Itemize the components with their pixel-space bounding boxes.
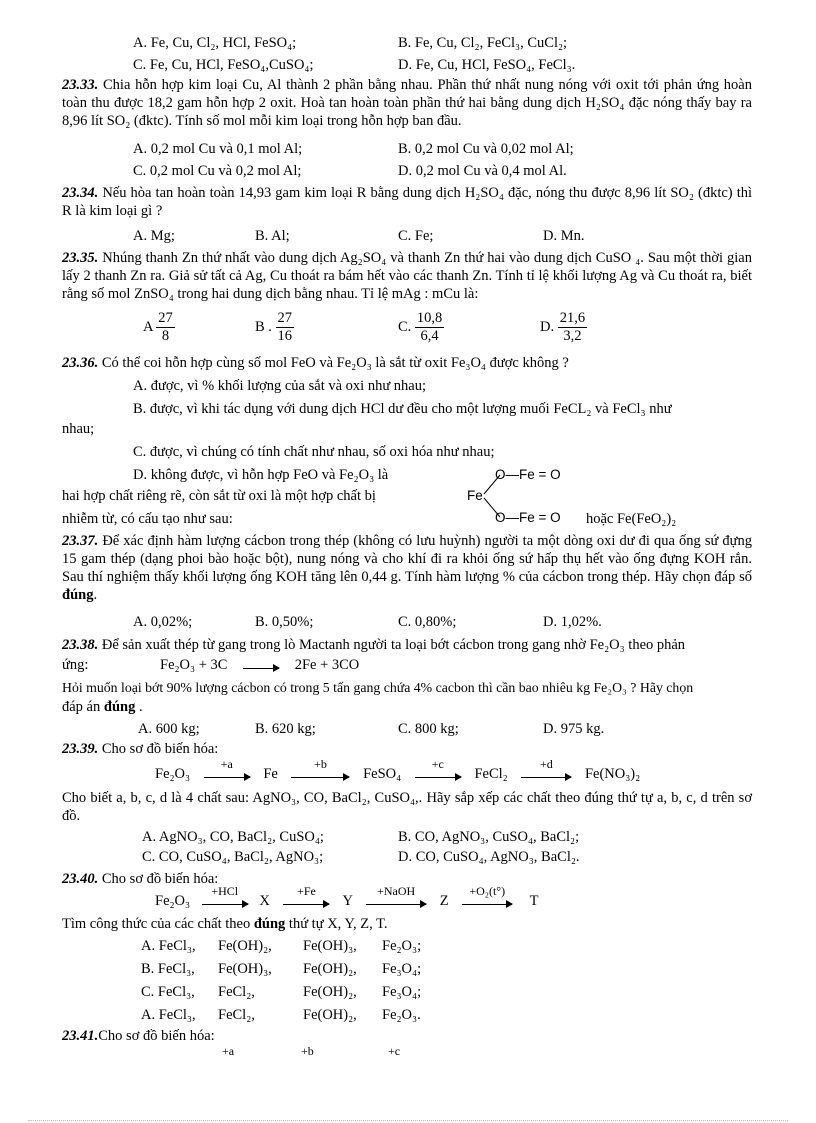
q40-arrow-4 [462,884,512,905]
q40-s3: Z [439,893,449,909]
q41-label-b: +b [301,1044,314,1058]
q36-option-b: B. được, vì khi tác dụng với dung dịch HCl dư đều cho một lượng muối FeCL₂ và FeCl₃ như [133,401,672,417]
q41-number: 23.41. [62,1028,99,1044]
q39-scheme [155,757,641,783]
q38-stem [62,636,752,654]
q38-text: Để sản xuất thép từ gang trong lò Mactanh người ta loại bớt cácbon trong gang nhờ Fe₂O₃ theo phản [101,637,686,653]
fe3o4-structure-top: O—Fe = O [495,467,561,482]
q34-option-a: A. Mg; [133,228,175,244]
q40-r3-c2: FeCl₂, [218,984,255,1000]
q39-arrow-3 [415,757,461,778]
q35-option-c [398,310,444,345]
q34-number: 23.34. [62,185,99,201]
q39-arrow-4 [521,757,571,778]
q32-option-b: B. Fe, Cu, Cl₂, FeCl₃, CuCl₂; [398,35,568,51]
q36-number: 23.36. [62,355,99,371]
q35-option-b [255,310,294,345]
q38-text3: đáp án [62,699,101,715]
q38-products: 2Fe + 3CO [294,657,360,673]
q37-emphasis: đúng [62,587,94,603]
q39-s1: Fe [263,766,278,782]
q40-instruction [62,915,387,933]
q40-arrow-1-label: +HCl [211,884,239,898]
q35-stem [62,249,752,303]
q40-r2-c3: Fe(OH)₂, [303,961,357,977]
q40-text2a: Tìm công thức của các chất theo [62,916,251,932]
q35-a-numerator: 27 [158,310,173,326]
q36-option-a: A. được, vì % khối lượng của sắt và oxi như nhau; [133,378,427,394]
q40-r2-c1: B. FeCl₃, [141,961,195,977]
q32-option-a: A. Fe, Cu, Cl₂, HCl, FeSO₄; [133,35,297,51]
q39-option-a: A. AgNO₃, CO, BaCl₂, CuSO₄; [142,829,324,845]
q40-r4-c1: A. FeCl₃, [141,1007,196,1023]
q40-r3-c1: C. FeCl₃, [141,984,195,1000]
q40-emphasis: đúng [253,916,286,932]
q40-arrow-2 [283,884,329,905]
q39-arrow-4-label: +d [539,757,553,771]
q40-arrow-3-label: +NaOH [377,884,416,898]
q39-arrow-2 [291,757,349,778]
q38-line2: ứng: [62,657,89,673]
q35-a-denominator: 8 [161,328,170,344]
q36-stem [62,354,569,372]
q38-reactants: Fe₂O₃ + 3C [160,657,228,673]
q37-option-c: C. 0,80%; [398,614,457,630]
q41-label-a: +a [222,1044,235,1058]
q36-text: Có thể coi hỗn hợp cùng số mol FeO và Fe₂O₃ là sắt từ oxit Fe₃O₄ được không ? [101,355,569,371]
q34-option-c: C. Fe; [398,228,434,244]
q33-number: 23.33. [62,77,99,93]
q40-r1-c3: Fe(OH)₃, [303,938,357,954]
fe3o4-alternative-formula: hoặc Fe(FeO₂)₂ [586,511,677,527]
q38-option-b: B. 620 kg; [255,721,316,737]
page-footer-rule [28,1120,788,1121]
q38-emphasis: đúng [103,699,136,715]
q41-label-c: +c [388,1044,401,1058]
q34-text: Nếu hòa tan hoàn toàn 14,93 gam kim loại R bằng dung dịch H₂SO₄ đặc, nóng thu được 8,96 lít SO₂ (đktc) thì R là kim loại gì ? [62,185,753,219]
q33-option-b: B. 0,2 mol Cu và 0,02 mol Al; [398,141,574,157]
q35-option-a [143,310,175,345]
q36-option-c: C. được, vì chúng có tính chất như nhau, số oxi hóa như nhau; [133,444,495,460]
q35-b-label: B . [255,318,272,335]
q35-c-label: C. [398,318,412,335]
q36-option-b-cont: nhau; [62,421,95,437]
q36-option-d-line2: hai hợp chất riêng rẽ, còn sắt từ oxi là một hợp chất bị [62,488,376,504]
q40-r4-c2: FeCl₂, [218,1007,255,1023]
q41-stem [62,1027,215,1045]
q40-r3-c4: Fe₃O₄; [382,984,422,1000]
q38-option-d: D. 975 kg. [543,721,605,737]
q39-text2: Cho biết a, b, c, d là 4 chất sau: AgNO₃, CO, BaCl₂, CuSO₄,. Hãy sắp xếp các chất theo đúng thứ tự a, b, c, d trên sơ đồ. [62,790,752,824]
q34-option-d: D. Mn. [543,228,585,244]
q40-r1-c1: A. FeCl₃, [141,938,196,954]
q40-s1: X [259,893,270,909]
q40-arrow-3 [366,884,426,905]
q33-text: Chia hỗn hợp kim loại Cu, Al thành 2 phần bằng nhau. Phần thứ nhất nung nóng với oxit tới phản ứng hoàn toàn thu được 18,2 gam hỗn hợp 2 oxit. Hoà tan hoàn toàn phần thứ hai bằng dung dịch H₂SO₄ đặc nóng thấy bay ra 8,96 lít SO₂ (đktc). Tính số mol mỗi kim loại trong hỗn hợp ban đầu. [62,77,752,129]
q40-text: Cho sơ đồ biến hóa: [101,871,219,887]
q35-c-fraction [415,310,444,345]
q37-option-d: D. 1,02%. [543,614,602,630]
q33-option-c: C. 0,2 mol Cu và 0,2 mol Al; [133,163,302,179]
q40-s4: T [529,893,539,909]
q39-text: Cho sơ đồ biến hóa: [101,741,219,757]
q39-arrow-1 [204,757,250,778]
q39-option-c: C. CO, CuSO₄, BaCl₂, AgNO₃; [142,849,324,865]
q35-d-numerator: 21,6 [559,310,586,326]
q40-r2-c4: Fe₃O₄; [382,961,422,977]
q34-stem [62,184,752,220]
q35-number: 23.35. [62,250,99,266]
q40-s2: Y [342,893,353,909]
q35-d-fraction [558,310,587,345]
q37-text: Để xác định hàm lượng cácbon trong thép (không có lưu huỳnh) người ta một dòng oxi dư đi qua ống sứ đựng 15 gam thép (dạng phoi bào hoặc bột), nung nóng và cho khí đi ra khỏi ống sứ hấp thụ hết vào ống đựng KOH rắn. Sau thí nghiệm thấy khối lượng ống KOH tăng lên 0,44 g. Tính hàm lượng % của cácbon trong thép. Hãy chọn đáp số [62,533,753,585]
q40-r4-c3: Fe(OH)₂, [303,1007,357,1023]
q37-option-a: A. 0,02%; [133,614,193,630]
q40-arrow-4-label: +O₂(t°) [469,884,506,898]
q38-option-c: C. 800 kg; [398,721,459,737]
q33-stem [62,76,752,130]
q36-option-d: D. không được, vì hỗn hợp FeO và Fe₂O₃ là [133,467,389,483]
q39-option-b: B. CO, AgNO₃, CuSO₄, BaCl₂; [398,829,580,845]
q37-end: . [93,587,98,603]
q39-s3: FeCl₂ [474,766,508,782]
fe3o4-structure-bottom: O—Fe = O [495,510,561,525]
q40-r4-c4: Fe₂O₃. [382,1007,421,1023]
q32-option-c: C. Fe, Cu, HCl, FeSO₄,CuSO₄; [133,57,314,73]
q39-s4: Fe(NO₃)₂ [584,766,641,782]
q41-text: Cho sơ đồ biến hóa: [98,1028,215,1044]
q40-arrow-2-label: +Fe [297,884,316,898]
q32-option-d: D. Fe, Cu, HCl, FeSO₄, FeCl₃. [398,57,576,73]
q35-a-label: A [143,318,153,335]
q38-question: Hỏi muốn loại bớt 90% lượng cácbon có trong 5 tấn gang chứa 4% cacbon thì cần bao nhiêu kg Fe₂O₃ ? Hãy chọn [62,680,694,695]
q35-d-label: D. [540,318,555,335]
q40-stem [62,870,218,888]
q33-option-d: D. 0,2 mol Cu và 0,4 mol Al. [398,163,567,179]
q40-text2b: thứ tự X, Y, Z, T. [288,916,388,932]
q40-r1-c4: Fe₂O₃; [382,938,422,954]
q39-arrow-3-label: +c [431,757,444,771]
q38-question-end [62,698,143,716]
q39-s0: Fe₂O₃ [155,766,191,782]
q38-number: 23.38. [62,637,99,653]
q40-arrow-1 [202,884,248,905]
q35-option-d [540,310,587,345]
q39-option-d: D. CO, CuSO₄, AgNO₃, BaCl₂. [398,849,580,865]
q39-stem [62,740,218,758]
q34-option-b: B. Al; [255,228,290,244]
q35-d-denominator: 3,2 [563,328,582,344]
q37-number: 23.37. [62,533,99,549]
q35-c-numerator: 10,8 [416,310,443,326]
q33-option-a: A. 0,2 mol Cu và 0,1 mol Al; [133,141,303,157]
q35-b-fraction [276,310,295,345]
q39-s2: FeSO₄ [363,766,402,782]
q35-b-numerator: 27 [277,310,293,326]
q40-scheme [155,884,539,910]
q35-c-denominator: 6,4 [420,328,439,344]
q40-number: 23.40. [62,871,99,887]
reaction-arrow [243,659,279,669]
q38-option-a: A. 600 kg; [138,721,200,737]
q38-reaction [160,656,359,674]
q35-a-fraction [156,310,175,345]
q39-arrow-1-label: +a [220,757,233,771]
q37-stem [62,532,752,604]
q40-r3-c3: Fe(OH)₂, [303,984,357,1000]
q36-option-d-line3: nhiễm từ, có cấu tạo như sau: [62,511,233,527]
q35-b-denominator: 16 [277,328,293,344]
q35-text: Nhúng thanh Zn thứ nhất vào dung dịch Ag₂SO₄ và thanh Zn thứ hai vào dung dịch CuSO ₄. Sau một thời gian lấy 2 thanh Zn ra. Giả sử tất cả Ag, Cu thoát ra bám hết vào các thanh Zn. Tính tỉ lệ khối lượng Ag và Cu thoát ra, biết rằng số mol ZnSO₄ trong hai dung dịch bằng nhau. Tỉ lệ mAg : mCu là: [62,250,752,302]
q38-end: . [138,699,143,715]
q40-r1-c2: Fe(OH)₂, [218,938,272,954]
fe3o4-structure-fe: Fe [467,488,483,503]
q40-s0: Fe₂O₃ [155,893,191,909]
q40-r2-c2: Fe(OH)₃, [218,961,272,977]
q39-number: 23.39. [62,741,99,757]
q37-option-b: B. 0,50%; [255,614,314,630]
q39-arrow-2-label: +b [314,757,327,771]
